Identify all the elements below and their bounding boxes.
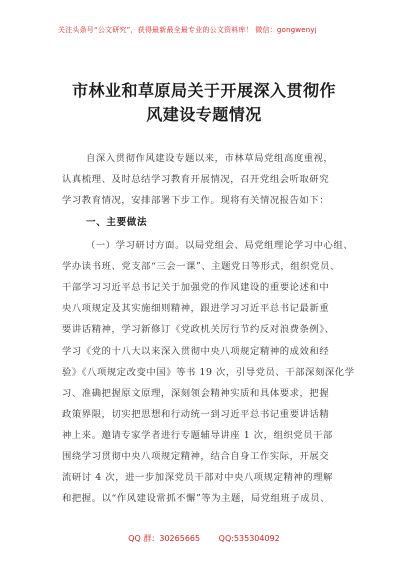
paragraph-line-6: 学习《党的十八大以来深入贯彻中央八项规定精神的成效和经 bbox=[62, 346, 330, 357]
header-banner: 关注头条号“公文研究”，获得最新最全最专业的公文资料库！ 微信：gongwenyj bbox=[58, 26, 317, 34]
paragraph-line-10: 神上来。邀请专家学者进行专题辅导讲座 1 次，组织党员干部 bbox=[62, 430, 333, 441]
intro-line-3: 学习教育情况，安排部署下步工作。现将有关情况报告如下： bbox=[62, 195, 330, 206]
paragraph-line-2: 学办读书班、党支部“三会一课”、主题党日等形式，组织党员、 bbox=[62, 261, 340, 272]
document-title-line-2: 风建设专题情况 bbox=[146, 105, 262, 124]
paragraph-line-9: 政策界限，切实把思想和行动统一到习近平总书记重要讲话精 bbox=[62, 409, 330, 420]
paragraph-line-11: 围绕学习贯彻中央八项规定精神，结合自身工作实际，开展交 bbox=[62, 451, 330, 462]
intro-line-2: 认真梳理、及时总结学习教育开展情况，召开党组会听取研究 bbox=[62, 174, 330, 185]
section-heading-main-practices: 一、主要做法 bbox=[86, 217, 148, 228]
footer-qq: QQ:535304092 bbox=[218, 534, 280, 543]
document-title-line-1: 市林业和草原局关于开展深入贯彻作 bbox=[71, 81, 336, 100]
paragraph-line-5: 要讲话精神，学习新修订《党政机关厉行节约反对浪费条例》、 bbox=[62, 324, 335, 335]
paragraph-line-13: 和把握。以“作风建设常抓不懈”等为主题，局党组班子成员、 bbox=[62, 493, 331, 504]
intro-line-1: 自深入贯彻作风建设专题以来，市林草局党组高度重视， bbox=[86, 153, 334, 164]
paragraph-line-1: （一）学习研讨方面。以局党组会、局党组理论学习中心组、 bbox=[86, 240, 354, 251]
paragraph-line-7: 验》《八项规定改变中国》等书 19 次，引导党员、干部深刻深化学 bbox=[62, 367, 355, 378]
paragraph-line-4: 央八项规定及其实施细则精神，跟进学习习近平总书记最新重 bbox=[62, 303, 330, 314]
paragraph-line-8: 习、准确把握原文原理，深刻领会精神实质和具体要求，把握 bbox=[62, 388, 330, 399]
paragraph-line-12: 流研讨 4 次，进一步加深党员干部对中央八项规定精神的理解 bbox=[62, 472, 333, 483]
footer-contact bbox=[0, 533, 408, 544]
paragraph-line-3: 干部学习习近平总书记关于加强党的作风建设的重要论述和中 bbox=[62, 282, 330, 293]
footer-qq-group: QQ 群：30265665 bbox=[128, 534, 201, 543]
